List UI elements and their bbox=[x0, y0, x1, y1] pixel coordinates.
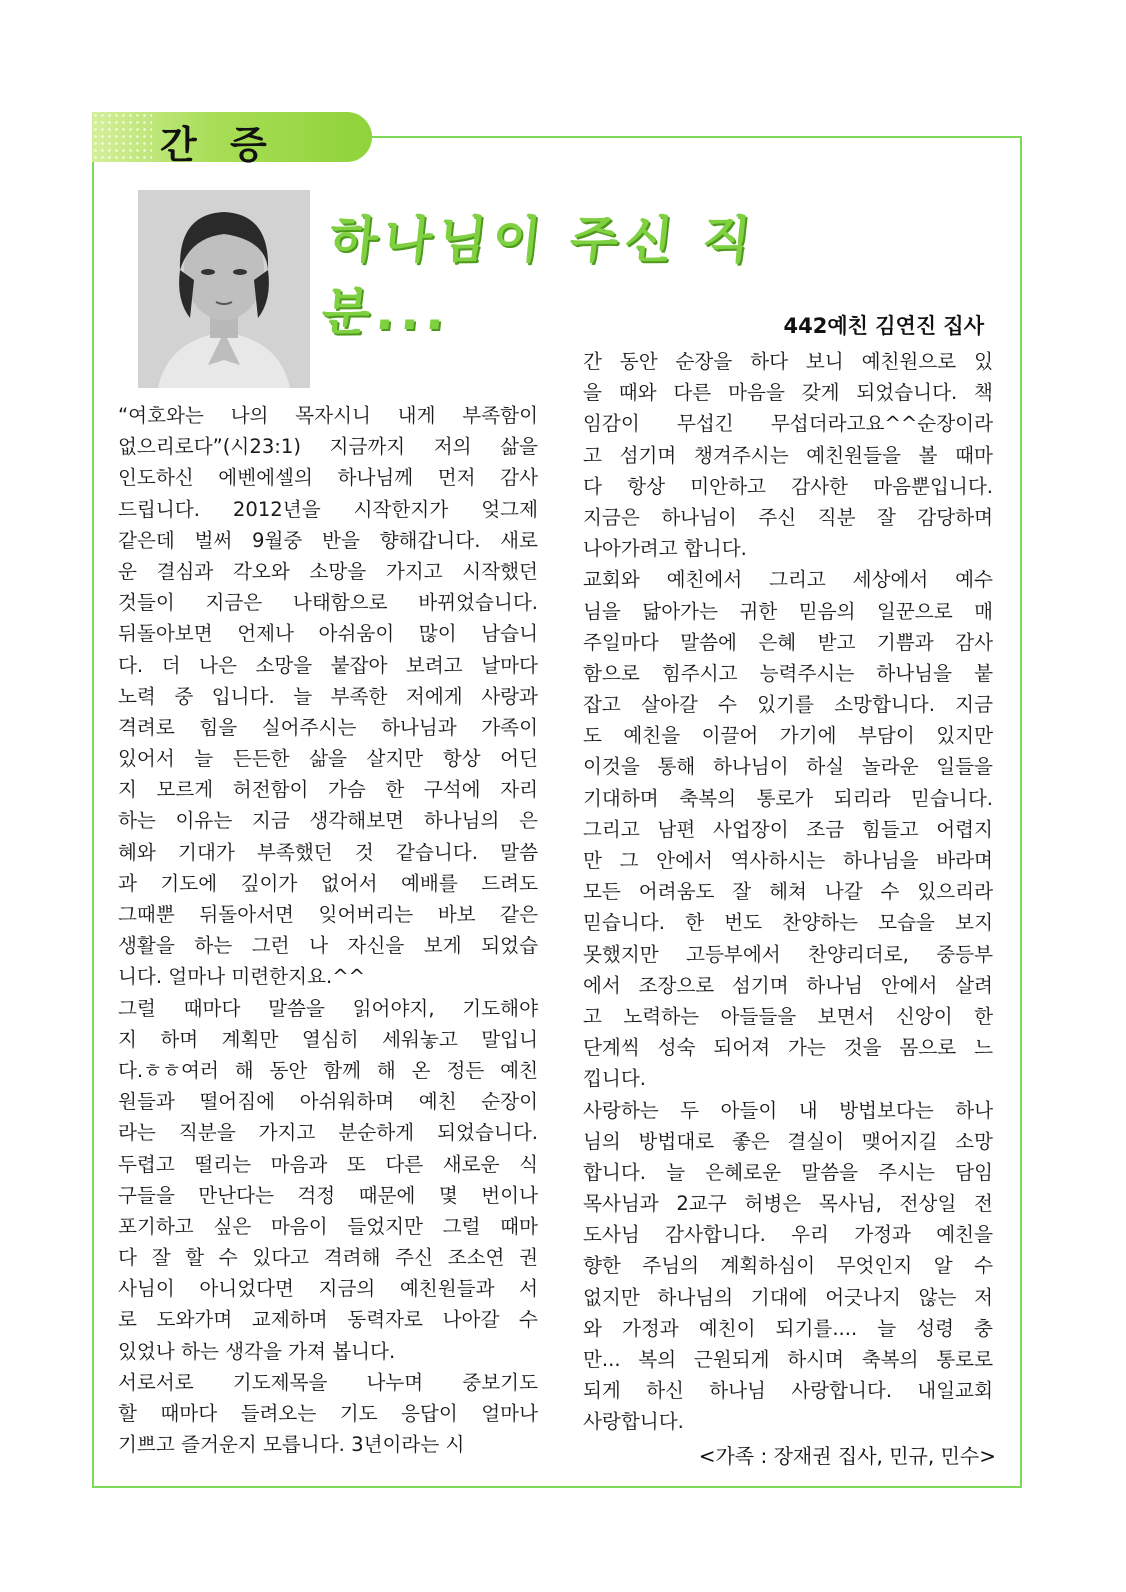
text-line: 낍니다. bbox=[583, 1067, 647, 1091]
text-line: 사랑합니다. bbox=[583, 1410, 684, 1434]
text-line: 도사님 감사합니다. 우리 가정과 예친을 bbox=[583, 1223, 993, 1247]
text-line: 기대하며 축복의 통로가 되리라 믿습니다. bbox=[583, 786, 993, 810]
right-column bbox=[583, 346, 993, 1438]
text-line: 을 때와 다른 마음을 갖게 되었습니다. 책 bbox=[583, 381, 993, 405]
text-line: 원들과 떨어짐에 아쉬워하며 예친 순장이 bbox=[118, 1090, 538, 1114]
text-line: 단계씩 성숙 되어져 가는 것을 몸으로 느 bbox=[583, 1036, 993, 1060]
text-line: 믿습니다. 한 번도 찬양하는 모습을 보지 bbox=[583, 911, 993, 935]
text-line: 되게 하신 하나님 사랑합니다. 내일교회 bbox=[583, 1379, 993, 1403]
text-line: 인도하신 에벤에셀의 하나님께 먼저 감사 bbox=[118, 466, 538, 490]
text-line: 고 노력하는 아들들을 보면서 신앙이 한 bbox=[583, 1004, 993, 1028]
text-line: 다 잘 할 수 있다고 격려해 주신 조소연 권 bbox=[118, 1246, 538, 1270]
text-line: 만 그 안에서 역사하시는 하나님을 바라며 bbox=[583, 849, 993, 872]
text-line: 못했지만 고등부에서 찬양리더로, 중등부 bbox=[583, 942, 993, 966]
author-photo bbox=[138, 190, 310, 388]
text-line: 목사님과 2교구 허병은 목사님, 전상일 전 bbox=[583, 1192, 993, 1216]
text-line: 없지만 하나님의 기대에 어긋나지 않는 저 bbox=[583, 1285, 993, 1309]
text-line: 교회와 예친에서 그리고 세상에서 예수 bbox=[583, 568, 993, 592]
text-line: 주일마다 말씀에 은혜 받고 기쁨과 감사 bbox=[583, 630, 993, 654]
text-line: 만... 복의 근원되게 하시며 축복의 통로로 bbox=[583, 1348, 993, 1371]
text-line: 뒤돌아보면 언제나 아쉬움이 많이 남습니 bbox=[118, 622, 538, 646]
text-line: 것들이 지금은 나태함으로 바뀌었습니다. bbox=[118, 591, 538, 615]
family-note: <가족 : 장재권 집사, 민규, 민수> bbox=[698, 1444, 996, 1468]
section-label: 간 증 bbox=[160, 123, 277, 167]
text-line: 님의 방법대로 좋은 결실이 맺어지길 소망 bbox=[583, 1129, 993, 1153]
text-line: 라는 직분을 가지고 분순하게 되었습니다. bbox=[118, 1121, 538, 1145]
text-line: 다. 더 나은 소망을 붙잡아 보려고 날마다 bbox=[118, 653, 538, 677]
author-byline: 442예친 김연진 집사 bbox=[783, 314, 984, 338]
text-line: 운 결심과 각오와 소망을 가지고 시작했던 bbox=[118, 559, 538, 583]
text-line: 에서 조장으로 섬기며 하나님 안에서 살려 bbox=[583, 973, 993, 997]
text-line: 지 하며 계획만 열심히 세워놓고 말입니 bbox=[118, 1027, 538, 1051]
text-line: 없으리로다”(시23:1) 지금까지 저의 삶을 bbox=[118, 435, 538, 459]
text-line: 하는 이유는 지금 생각해보면 하나님의 은 bbox=[118, 809, 538, 833]
text-line: 할 때마다 들려오는 기도 응답이 얼마나 bbox=[118, 1402, 538, 1425]
text-line: 격려로 힘을 실어주시는 하나님과 가족이 bbox=[118, 715, 538, 739]
text-line: “여호와는 나의 목자시니 내게 부족함이 bbox=[118, 404, 538, 427]
text-line: 님을 닮아가는 귀한 믿음의 일꾼으로 매 bbox=[583, 599, 993, 623]
left-column bbox=[118, 400, 538, 1460]
text-line: 다.ㅎㅎ여러 해 동안 함께 해 온 정든 예친 bbox=[118, 1058, 538, 1082]
text-line: 모든 어려움도 잘 헤쳐 나갈 수 있으리라 bbox=[583, 880, 993, 904]
text-line: 포기하고 싶은 마음이 들었지만 그럴 때마 bbox=[118, 1214, 538, 1238]
tab-pattern bbox=[92, 112, 152, 162]
text-line: 혜와 기대가 부족했던 것 같습니다. 말씀 bbox=[118, 840, 538, 864]
text-line: 이것을 통해 하나님이 하실 놀라운 일들을 bbox=[583, 755, 993, 779]
text-line: 그리고 남편 사업장이 조금 힘들고 어렵지 bbox=[583, 817, 993, 841]
text-line: 드립니다. 2012년을 시작한지가 엊그제 bbox=[118, 497, 538, 521]
text-line: 함으로 힘주시고 능력주시는 하나님을 붙 bbox=[583, 661, 993, 685]
text-line: 지 모르게 허전함이 가슴 한 구석에 자리 bbox=[118, 778, 538, 802]
text-line: 있어서 늘 든든한 삶을 살지만 항상 어딘 bbox=[118, 747, 538, 771]
text-line: 임감이 무섭긴 무섭더라고요^^순장이라 bbox=[583, 412, 993, 436]
text-line: 있었나 하는 생각을 가져 봅니다. bbox=[118, 1339, 396, 1363]
text-line: 서로서로 기도제목을 나누며 중보기도 bbox=[118, 1370, 538, 1394]
text-line: 과 기도에 깊이가 없어서 예배를 드려도 bbox=[118, 871, 538, 895]
text-line: 도 예친을 이끌어 가기에 부담이 있지만 bbox=[583, 724, 993, 748]
text-line: 나아가려고 합니다. bbox=[583, 537, 747, 561]
text-line: 노력 중 입니다. 늘 부족한 저에게 사랑과 bbox=[118, 684, 538, 708]
text-line: 그럴 때마다 말씀을 읽어야지, 기도해야 bbox=[118, 996, 538, 1020]
text-line: 간 동안 순장을 하다 보니 예친원으로 있 bbox=[583, 350, 993, 373]
text-line: 다 항상 미안하고 감사한 마음뿐입니다. bbox=[583, 474, 993, 498]
text-line: 두렵고 떨리는 마음과 또 다른 새로운 식 bbox=[118, 1152, 538, 1176]
text-line: 합니다. 늘 은혜로운 말씀을 주시는 담임 bbox=[583, 1160, 993, 1184]
text-line: 잡고 살아갈 수 있기를 소망합니다. 지금 bbox=[583, 693, 993, 717]
headline: 하나님이 주신 직분... bbox=[318, 211, 760, 341]
text-line: 그때뿐 뒤돌아서면 잊어버리는 바보 같은 bbox=[118, 903, 538, 926]
text-line: 향한 주님의 계획하심이 무엇인지 알 수 bbox=[583, 1254, 993, 1278]
text-line: 고 섬기며 챙겨주시는 예친원들을 볼 때마 bbox=[583, 443, 993, 467]
text-line: 니다. 얼마나 미련한지요.^^ bbox=[118, 965, 366, 989]
text-line: 구들을 만난다는 걱정 때문에 몇 번이나 bbox=[118, 1183, 538, 1207]
text-line: 생활을 하는 그런 나 자신을 보게 되었습 bbox=[118, 934, 538, 958]
text-line: 지금은 하나님이 주신 직분 잘 감당하며 bbox=[583, 505, 993, 529]
text-line: 로 도와가며 교제하며 동력자로 나아갈 수 bbox=[118, 1308, 538, 1332]
text-line: 사랑하는 두 아들이 내 방법보다는 하나 bbox=[583, 1098, 993, 1122]
text-line: 같은데 벌써 9월중 반을 향해갑니다. 새로 bbox=[118, 528, 538, 552]
text-line: 와 가정과 예친이 되기를.... 늘 성령 충 bbox=[583, 1316, 993, 1340]
text-line: 기쁘고 즐거운지 모릅니다. 3년이라는 시 bbox=[118, 1433, 465, 1457]
text-line: 사님이 아니었다면 지금의 예친원들과 서 bbox=[118, 1277, 538, 1301]
